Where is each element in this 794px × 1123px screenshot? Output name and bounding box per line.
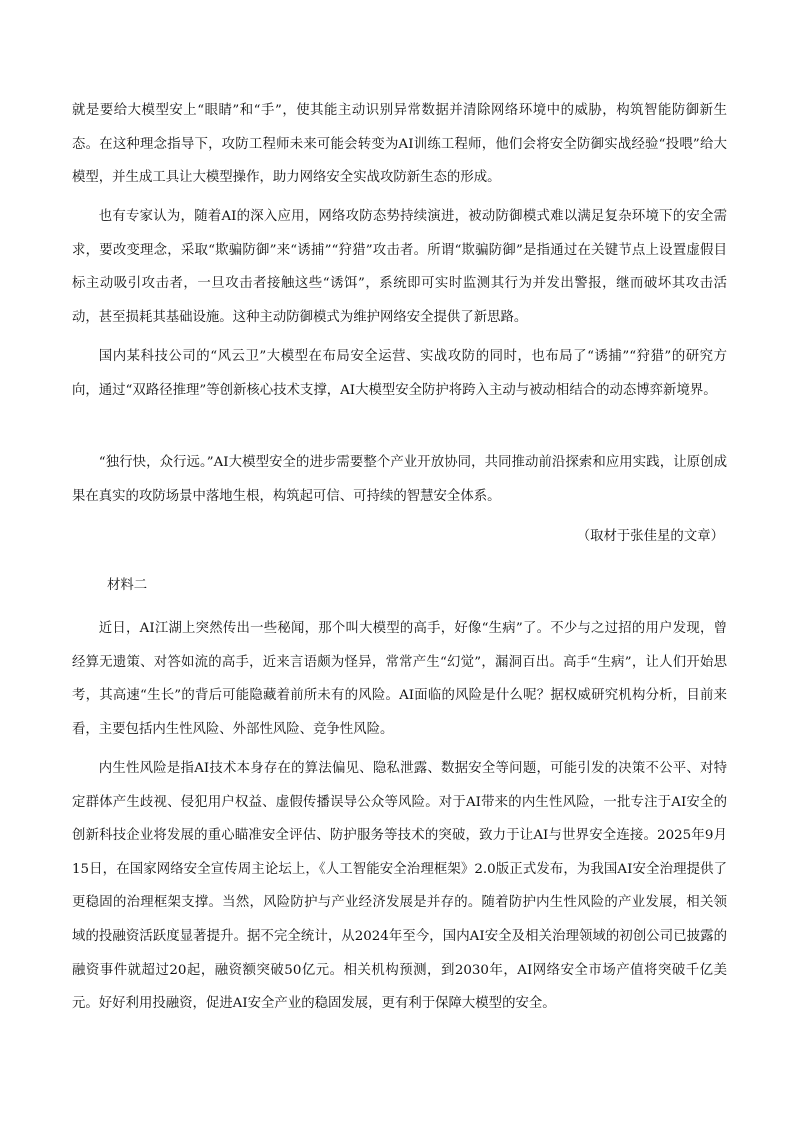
paragraph-5: 近日，AI江湖上突然传出一些秘闻，那个叫大模型的高手，好像“生病”了。不少与之过招的用户发现，曾经算无遗策、对答如流的高手，近来言语颇为怪异，常常产生“幻觉”，漏洞百出。高手“生病”，让人们开始思考，其高速“生长”的背后可能隐藏着前所未有的风险。AI面临的风险是什么呢？据权威研究机构分析，目前来看，主要包括内生性风险、外部性风险、竞争性风险。	[72, 621, 727, 737]
section-heading: 材料二	[107, 578, 148, 593]
paragraph-4: “独行快，众行远。”AI大模型安全的进步需要整个产业开放协同，共同推动前沿探索和应用实践，让原创成果在真实的攻防场景中落地生根，构筑起可信、可持续的智慧安全体系。	[72, 455, 727, 504]
paragraph-6: 内生性风险是指AI技术本身存在的算法偏见、隐私泄露、数据安全等问题，可能引发的决策不公平、对特定群体产生歧视、侵犯用户权益、虚假传播误导公众等风险。对于AI带来的内生性风险，一批专注于AI安全的创新科技企业将发展的重心瞄准安全评估、防护服务等技术的突破，致力于让AI与世界安全连接。2025年9月15日，在国家网络安全宣传周主论坛上，《人工智能安全治理框架》2.0版正式发布，为我国AI安全治理提供了更稳固的治理框架支撑。当然，风险防护与产业经济发展是并存的。随着防护内生性风险的产业发展，相关领域的投融资活跃度显著提升。据不完全统计，从2024年至今，国内AI安全及相关治理领域的初创公司已披露的融资事件就超过20起，融资额突破50亿元。相关机构预测，到2030年，AI网络安全市场产值将突破千亿美元。好好利用投融资，促进AI安全产业的稳固发展，更有利于保障大模型的安全。	[72, 761, 727, 1012]
paragraph-3: 国内某科技公司的“风云卫”大模型在布局安全运营、实战攻防的同时，也布局了“诱捕”“狩猎”的研究方向，通过“双路径推理”等创新核心技术支撑，AI大模型安全防护将跨入主动与被动相结合的动态博弈新境界。	[72, 349, 727, 398]
paragraph-1: 就是要给大模型安上“眼睛”和“手”，使其能主动识别异常数据并清除网络环境中的威胁，构筑智能防御新生态。在这种理念指导下，攻防工程师未来可能会转变为AI训练工程师，他们会将安全防御实战经验“投喂”给大模型，并生成工具让大模型操作，助力网络安全实战攻防新生态的形成。	[72, 103, 727, 186]
source-note: （取材于张佳星的文章）	[576, 529, 724, 544]
paragraph-2: 也有专家认为，随着AI的深入应用，网络攻防态势持续演进，被动防御模式难以满足复杂环境下的安全需求，要改变理念，采取“欺骗防御”来“诱捕”“狩猎”攻击者。所谓“欺骗防御”是指通过在关键节点上设置虚假目标主动吸引攻击者，一旦攻击者接触这些“诱饵”，系统即可实时监测其行为并发出警报，继而破坏其攻击活动，甚至损耗其基础设施。这种主动防御模式为维护网络安全提供了新思路。	[72, 209, 727, 325]
